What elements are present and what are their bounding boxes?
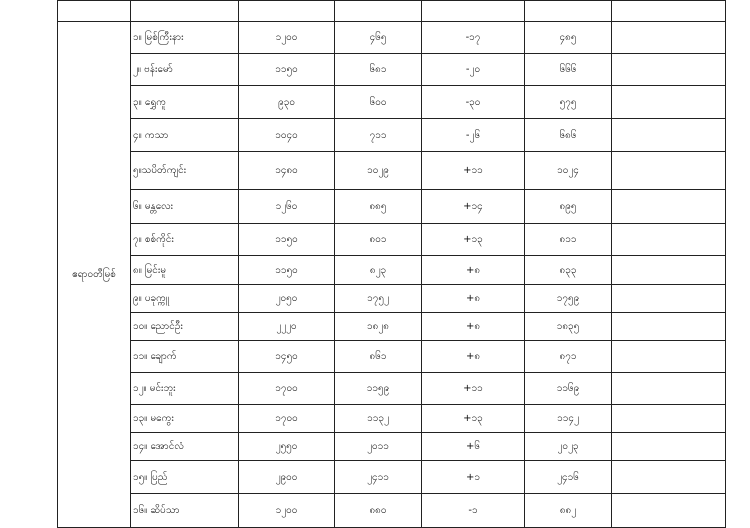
header-cell bbox=[422, 1, 525, 22]
station-name: ၅။သပိတ်ကျင်း bbox=[131, 152, 239, 190]
value-cell-b: ၂၀၁၁ bbox=[335, 433, 422, 461]
value-cell-c: +၁၁ bbox=[422, 373, 525, 405]
table-row bbox=[58, 86, 726, 119]
value-cell-d: ၂၀၂၃ bbox=[525, 433, 612, 461]
header-cell bbox=[612, 1, 726, 22]
table-row bbox=[58, 494, 726, 528]
value-cell-c: -၃၀ bbox=[422, 86, 525, 119]
empty-cell bbox=[612, 119, 726, 152]
value-cell-a: ၁၀၄၀ bbox=[239, 119, 335, 152]
value-cell-b: ၁၇၅၂ bbox=[335, 285, 422, 313]
value-cell-d: ၁၁၄၂ bbox=[525, 405, 612, 433]
value-cell-d: ၈၁၁ bbox=[525, 224, 612, 256]
value-cell-a: ၂၉၀၀ bbox=[239, 461, 335, 494]
empty-cell bbox=[612, 22, 726, 54]
value-cell-a: ၁၄၈၀ bbox=[239, 152, 335, 190]
value-cell-d: ၈၃၃ bbox=[525, 256, 612, 285]
value-cell-b: ၇၁၁ bbox=[335, 119, 422, 152]
value-cell-d: ၁၇၅၉ bbox=[525, 285, 612, 313]
table-row bbox=[58, 373, 726, 405]
value-cell-b: ၈၈၅ bbox=[335, 190, 422, 224]
value-cell-c: +၈ bbox=[422, 341, 525, 373]
table-row bbox=[58, 224, 726, 256]
value-cell-a: ၁၇၀၀ bbox=[239, 373, 335, 405]
table-row bbox=[58, 405, 726, 433]
station-name: ၁၀။ ညောင်ဦး bbox=[131, 313, 239, 341]
value-cell-d: ၈၈၂ bbox=[525, 494, 612, 528]
value-cell-a: ၁၁၅၀ bbox=[239, 224, 335, 256]
value-cell-c: +၁၃ bbox=[422, 224, 525, 256]
region-label: ဧရာဝတီမြစ် bbox=[58, 22, 131, 528]
empty-cell bbox=[612, 285, 726, 313]
value-cell-d: ၁၈၃၅ bbox=[525, 313, 612, 341]
table-row bbox=[58, 341, 726, 373]
table-row bbox=[58, 152, 726, 190]
table-row bbox=[58, 313, 726, 341]
value-cell-b: ၈၂၃ bbox=[335, 256, 422, 285]
value-cell-d: ၄၈၅ bbox=[525, 22, 612, 54]
value-cell-d: ၁၁၆၉ bbox=[525, 373, 612, 405]
empty-cell bbox=[612, 152, 726, 190]
value-cell-b: ၈၀၁ bbox=[335, 224, 422, 256]
empty-cell bbox=[612, 86, 726, 119]
header-row bbox=[58, 1, 726, 22]
value-cell-b: ၆၈၁ bbox=[335, 54, 422, 86]
empty-cell bbox=[612, 373, 726, 405]
value-cell-a: ၁၄၅၀ bbox=[239, 341, 335, 373]
value-cell-d: ၁၀၂၄ bbox=[525, 152, 612, 190]
value-cell-d: ၅၇၅ bbox=[525, 86, 612, 119]
empty-cell bbox=[612, 190, 726, 224]
empty-cell bbox=[612, 256, 726, 285]
table-row bbox=[58, 54, 726, 86]
header-cell bbox=[525, 1, 612, 22]
value-cell-b: ၁၀၂၉ bbox=[335, 152, 422, 190]
value-cell-a: ၉၃၀ bbox=[239, 86, 335, 119]
water-level-table bbox=[57, 0, 726, 528]
value-cell-b: ၄၆၅ bbox=[335, 22, 422, 54]
value-cell-b: ၆၀၀ bbox=[335, 86, 422, 119]
empty-cell bbox=[612, 461, 726, 494]
value-cell-c: -၁ bbox=[422, 494, 525, 528]
empty-cell bbox=[612, 224, 726, 256]
value-cell-a: ၁၇၀၀ bbox=[239, 405, 335, 433]
station-name: ၉။ ပခုက္ကူ bbox=[131, 285, 239, 313]
value-cell-d: ၈၉၅ bbox=[525, 190, 612, 224]
value-cell-c: +၈ bbox=[422, 285, 525, 313]
table-row bbox=[58, 433, 726, 461]
empty-cell bbox=[612, 405, 726, 433]
value-cell-d: ၆၆၆ bbox=[525, 54, 612, 86]
station-name: ၃။ ရွှေကူ bbox=[131, 86, 239, 119]
value-cell-c: +၁၄ bbox=[422, 190, 525, 224]
empty-cell bbox=[612, 54, 726, 86]
value-cell-a: ၂၀၅၀ bbox=[239, 285, 335, 313]
station-name: ၆။ မန္တလေး bbox=[131, 190, 239, 224]
empty-cell bbox=[612, 313, 726, 341]
value-cell-a: ၁၂၀၀ bbox=[239, 22, 335, 54]
empty-cell bbox=[612, 341, 726, 373]
value-cell-d: ၂၄၁၆ bbox=[525, 461, 612, 494]
value-cell-c: -၂၆ bbox=[422, 119, 525, 152]
value-cell-c: +၁၃ bbox=[422, 405, 525, 433]
value-cell-a: ၁၁၅၀ bbox=[239, 256, 335, 285]
table-row bbox=[58, 22, 726, 54]
value-cell-b: ၈၈၀ bbox=[335, 494, 422, 528]
value-cell-c: +၆ bbox=[422, 433, 525, 461]
table-row bbox=[58, 461, 726, 494]
value-cell-b: ၂၄၁၁ bbox=[335, 461, 422, 494]
table-row bbox=[58, 119, 726, 152]
value-cell-c: -၂၀ bbox=[422, 54, 525, 86]
value-cell-b: ၁၁၃၂ bbox=[335, 405, 422, 433]
header-cell bbox=[239, 1, 335, 22]
value-cell-a: ၂၂၂၀ bbox=[239, 313, 335, 341]
value-cell-b: ၁၁၅၉ bbox=[335, 373, 422, 405]
station-name: ၁။ မြစ်ကြီးနား bbox=[131, 22, 239, 54]
value-cell-b: ၁၈၂၈ bbox=[335, 313, 422, 341]
station-name: ၁၆။ ဆိပ်သာ bbox=[131, 494, 239, 528]
value-cell-a: ၂၅၅၀ bbox=[239, 433, 335, 461]
value-cell-d: ၈၇၁ bbox=[525, 341, 612, 373]
header-cell bbox=[335, 1, 422, 22]
station-name: ၁၂။ မင်းဘူး bbox=[131, 373, 239, 405]
empty-cell bbox=[612, 433, 726, 461]
station-name: ၁၁။ ချောက် bbox=[131, 341, 239, 373]
station-name: ၂။ ဗန်းမော် bbox=[131, 54, 239, 86]
station-name: ၇။ စစ်ကိုင်း bbox=[131, 224, 239, 256]
station-name: ၄။ ကသာ bbox=[131, 119, 239, 152]
empty-cell bbox=[612, 494, 726, 528]
station-name: ၁၅။ ပြည် bbox=[131, 461, 239, 494]
value-cell-a: ၁၁၅၀ bbox=[239, 54, 335, 86]
header-cell bbox=[131, 1, 239, 22]
header-cell bbox=[58, 1, 131, 22]
value-cell-c: +၁ bbox=[422, 461, 525, 494]
value-cell-c: +၈ bbox=[422, 256, 525, 285]
station-name: ၁၃။ မကွေး bbox=[131, 405, 239, 433]
table-row bbox=[58, 285, 726, 313]
table-row bbox=[58, 256, 726, 285]
station-name: ၁၄။ အောင်လံ bbox=[131, 433, 239, 461]
station-name: ၈။ မြင်းမူ bbox=[131, 256, 239, 285]
value-cell-c: +၈ bbox=[422, 313, 525, 341]
value-cell-c: +၁၁ bbox=[422, 152, 525, 190]
value-cell-a: ၁၂၆၀ bbox=[239, 190, 335, 224]
value-cell-b: ၈၆၁ bbox=[335, 341, 422, 373]
value-cell-a: ၁၂၀၀ bbox=[239, 494, 335, 528]
value-cell-d: ၆၈၆ bbox=[525, 119, 612, 152]
table-row bbox=[58, 190, 726, 224]
value-cell-c: -၁၇ bbox=[422, 22, 525, 54]
